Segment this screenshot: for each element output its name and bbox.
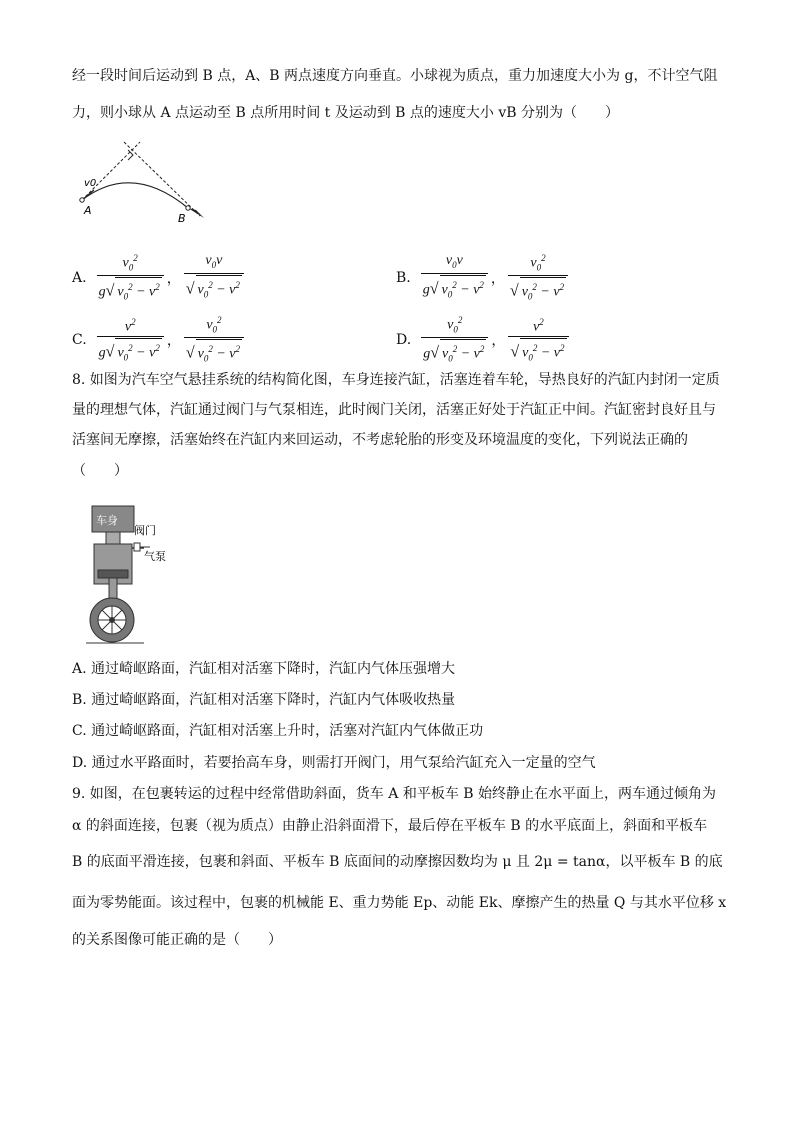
valve-label: 阀门 [134,524,156,537]
q8-option-c[interactable]: C. 通过崎岖路面，汽缸相对活塞上升时，活塞对汽缸内气体做正功 [72,723,484,739]
q9-line-4: 面为零势能面。该过程中，包裹的机械能 E、重力势能 Ep、动能 Ek、摩擦产生的热量 Q 与其水平位移 x [72,895,727,911]
q8-option-b[interactable]: B. 通过崎岖路面，汽缸相对活塞下降时，汽缸内气体吸收热量 [72,692,456,708]
q9-line-3: B 的底面平滑连接，包裹和斜面、平板车 B 底面间的动摩擦因数均为 μ 且 2μ = tanα，以平板车 B 的底 [72,854,723,870]
point-b-label: B [178,212,186,222]
q8-line-4: （ ） [72,463,128,479]
v0-label: v0 [84,178,97,189]
q7-figure [72,140,212,222]
q7-option-b[interactable]: B. $\frac{v_0v}{g√ v_0^2 - v^2}$ ， $\frac{v_0^2}{√ v_0^2 - v^2}$ [396,250,571,306]
q9-line-1: 9. 如图，在包裹转运的过程中经常借助斜面，货车 A 和平板车 B 始终静止在水平面上，两车通过倾角为 [72,786,717,802]
q9-line-2: α 的斜面连接，包裹（视为质点）由静止沿斜面滑下，最后停在平板车 B 的水平底面上，斜面和平板车 [72,818,708,834]
q7-option-d[interactable]: D. $\frac{v_0^2}{g√ v_0^2 - v^2}$ ， $\frac{v^2}{√ v_0^2 - v^2}$ [396,312,572,368]
q7-option-a[interactable]: A. $\frac{v_0^2}{g√ v_0^2 - v^2}$ ， $\frac{v_0v}{√ v_0^2 - v^2}$ [72,250,247,306]
pump-label: 气泵 [144,550,166,563]
q7-line-1: 经一段时间后运动到 B 点，A、B 两点速度方向垂直。小球视为质点，重力加速度大小为 g，不计空气阻 [72,68,718,84]
q8-line-1: 8. 如图为汽车空气悬挂系统的结构简化图，车身连接汽缸，活塞连着车轮，导热良好的汽缸内封闭一定质 [72,372,720,388]
q8-line-3: 活塞间无摩擦，活塞始终在汽缸内来回运动，不考虑轮胎的形变及环境温度的变化，下列说法正确的 [72,432,688,448]
q7-line-2: 力，则小球从 A 点运动至 B 点所用时间 t 及运动到 B 点的速度大小 vB 分别为（ ） [72,105,620,121]
q8-option-a[interactable]: A. 通过崎岖路面，汽缸相对活塞下降时，汽缸内气体压强增大 [72,661,456,677]
q7-option-c[interactable]: C. $\frac{v^2}{g√ v_0^2 - v^2}$ ， $\frac{v_0^2}{√ v_0^2 - v^2}$ [72,312,247,368]
q8-figure [84,498,184,646]
q8-option-d[interactable]: D. 通过水平路面时，若要抬高车身，则需打开阀门，用气泵给汽缸充入一定量的空气 [72,755,596,771]
q8-line-2: 量的理想气体，汽缸通过阀门与气泵相连，此时阀门关闭，活塞正好处于汽缸正中间。汽缸密封良好且与 [72,402,716,418]
car-body-label: 车身 [96,514,118,527]
q9-line-5: 的关系图像可能正确的是（ ） [72,932,282,948]
point-a-label: A [84,204,92,217]
